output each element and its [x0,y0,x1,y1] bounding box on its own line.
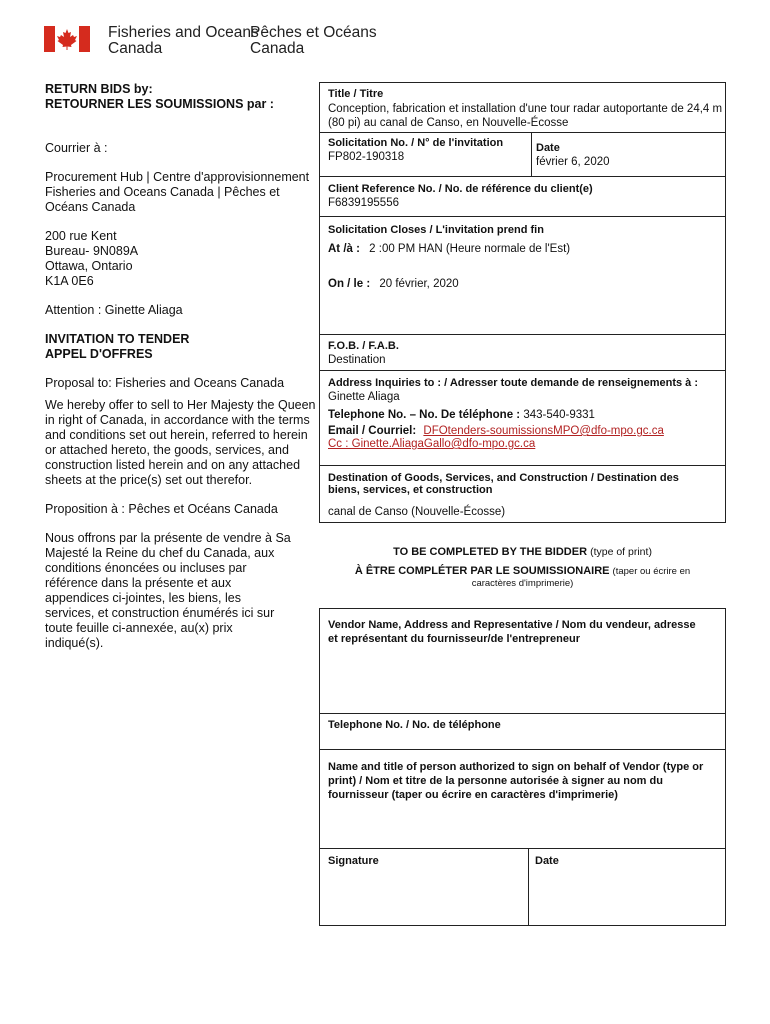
attention-line: Attention : Ginette Aliaga [45,303,183,317]
title-value-line: Conception, fabrication et installation d'une tour radar autoportante de 24,4 m [328,103,723,115]
itt-en: INVITATION TO TENDER [45,332,190,346]
telephone-label: Telephone No. – No. De téléphone : [328,409,521,421]
title-field [328,88,723,130]
email-link[interactable]: DFOtenders-soumissionsMPO@dfo-mpo.gc.ca [423,425,664,437]
client-ref-field [328,183,723,209]
bidder-heading-en [319,546,726,558]
sign-date-field[interactable] [535,855,559,867]
inquiries-field [328,377,723,450]
vendor-field[interactable] [328,618,723,646]
bidder-heading-fr [319,565,726,577]
return-bids-fr: RETOURNER LES SOUMISSIONS par : [45,97,274,111]
offer-fr-line: Majesté la Reine du chef du Canada, aux [45,546,275,560]
bidder-fr-label: À ÊTRE COMPLÉTER PAR LE SOUMISSIONAIRE [354,565,610,577]
bidder-fr-note2: caractères d'imprimerie) [471,578,574,589]
offer-en-line: We hereby offer to sell to Her Majesty the Queen [45,398,316,412]
date-label: Date [536,142,560,154]
street-block [45,229,320,289]
solicitation-field [328,137,528,163]
bidder-heading [319,546,726,589]
email-row [328,425,723,437]
destination-value: canal de Canso (Nouvelle-Écosse) [328,506,506,518]
inquiries-label: Address Inquiries to : / Adresser toute demande de renseignements à : [328,377,699,389]
solicitation-value: FP802-190318 [328,151,405,163]
destination-label-line: biens, services, et construction [328,484,493,496]
destination-label-line: Destination of Goods, Services, and Construction / Destination des [328,472,679,484]
title-value-line: (80 pi) au canal de Canso, en Nouvelle-Écosse [328,117,569,129]
offer-en-line: or attached hereto, the goods, services, and [45,443,289,457]
offer-fr-line: toute feuille ci-annexée, au(x) prix [45,621,233,635]
vendor-label-line: Vendor Name, Address and Representative / Nom du vendeur, adresse [328,619,696,631]
solicitation-label: Solicitation No. / N° de l'invitation [328,137,504,149]
vendor-telephone-label: Telephone No. / No. de téléphone [328,719,501,731]
fob-field [328,340,723,366]
divider [319,749,726,750]
authorized-person-field[interactable] [328,760,723,802]
closing-field [328,224,723,290]
org-name-fr-line1: Pêches et Océans [250,24,377,41]
offer-fr-line: référence dans la présente et aux [45,576,232,590]
bidder-fr-note: (taper ou écrire en [612,566,691,577]
offer-fr-line: appendices ci-jointes, les biens, les [45,591,241,605]
destination-field [328,472,723,496]
offer-fr-line: indiqué(s). [45,636,104,650]
divider [531,132,532,176]
offer-fr-line: services, et construction énumérés ici sur [45,606,275,620]
offer-en-line: sheets at the price(s) set out therefor. [45,473,253,487]
fob-value: Destination [328,354,386,366]
address-line: Océans Canada [45,200,136,214]
telephone-value: 343-540-9331 [523,409,595,421]
divider [319,848,726,849]
bidder-en-note: (type of print) [590,546,652,558]
divider [319,216,726,217]
canada-flag-icon [44,26,90,52]
at-row [328,243,723,255]
title-value [328,102,723,130]
org-name-en-line1: Fisheries and Oceans [108,24,259,41]
on-label: On / le : [328,278,371,290]
offer-fr [45,531,320,651]
org-name-en [108,25,259,57]
signature-label: Signature [328,855,379,867]
offer-en [45,398,320,488]
offer-fr-line: Nous offrons par la présente de vendre à Sa [45,531,291,545]
telephone-row [328,409,723,421]
cc-email-link[interactable]: Cc : Ginette.AliagaGallo@dfo-mpo.gc.ca [328,438,536,450]
on-row [328,278,723,290]
offer-en-line: construction listed herein and on any attached [45,458,301,472]
at-label: At /à : [328,243,360,255]
signature-field[interactable] [328,855,379,867]
bidder-en-label: TO BE COMPLETED BY THE BIDDER [393,546,588,558]
street-line: K1A 0E6 [45,274,94,288]
org-name-fr-line2: Canada [250,40,305,57]
org-name-fr [250,25,377,57]
offer-en-line: and conditions set out herein, referred to herein [45,428,308,442]
client-ref-value: F6839195556 [328,197,399,209]
itt-fr: APPEL D'OFFRES [45,347,153,361]
title-label: Title / Titre [328,88,384,100]
authorized-label-line: print) / Nom et titre de la personne autorisée à signer au nom du [328,775,663,787]
sign-date-label: Date [535,855,559,867]
street-line: 200 rue Kent [45,229,117,243]
authorized-label-line: fournisseur (taper ou écrire en caractères d'imprimerie) [328,789,618,801]
return-bids-en: RETURN BIDS by: [45,82,153,96]
vendor-label-line: et représentant du fournisseur/de l'entrepreneur [328,633,581,645]
at-value: 2 :00 PM HAN (Heure normale de l'Est) [369,243,571,255]
divider [319,132,726,133]
divider [319,713,726,714]
fob-label: F.O.B. / F.A.B. [328,340,399,352]
address-block [45,170,320,215]
divider [319,465,726,466]
street-line: Ottawa, Ontario [45,259,133,273]
left-column [45,82,320,651]
street-line: Bureau- 9N089A [45,244,139,258]
date-field [536,142,721,168]
on-value: 20 février, 2020 [379,278,459,290]
divider [319,370,726,371]
courrier-label: Courrier à : [45,141,108,155]
cc-row [328,438,723,450]
divider [319,334,726,335]
address-line: Fisheries and Oceans Canada | Pêches et [45,185,280,199]
closes-label: Solicitation Closes / L'invitation prend fin [328,224,544,236]
proposition: Proposition à : Pêches et Océans Canada [45,502,278,516]
offer-fr-line: conditions énoncées ou incluses par [45,561,247,575]
divider [528,848,529,926]
vendor-telephone-field[interactable] [328,719,501,731]
email-label: Email / Courriel: [328,425,417,437]
inquiries-name: Ginette Aliaga [328,391,400,403]
proposal-to: Proposal to: Fisheries and Oceans Canada [45,376,285,390]
offer-en-line: in right of Canada, in accordance with the terms [45,413,310,427]
address-line: Procurement Hub | Centre d'approvisionnement [45,170,310,184]
divider [319,176,726,177]
date-value: février 6, 2020 [536,156,610,168]
org-name-en-line2: Canada [108,40,163,57]
authorized-label-line: Name and title of person authorized to sign on behalf of Vendor (type or [328,761,704,773]
client-ref-label: Client Reference No. / No. de référence du client(e) [328,183,593,195]
